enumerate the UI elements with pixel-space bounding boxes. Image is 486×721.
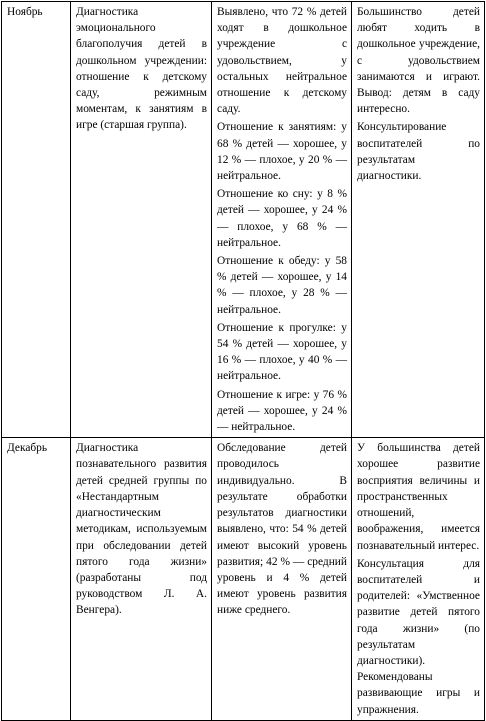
task-cell bbox=[71, 438, 212, 720]
table-row bbox=[2, 438, 485, 720]
conclusion-paragraph: Большинство детей любят ходить в дошкольное учреждение, с удовольствием занимаются и играют. Вывод: детям в саду интересно. bbox=[357, 6, 480, 116]
results-cell bbox=[212, 2, 352, 438]
conclusions-cell bbox=[352, 438, 485, 720]
diagnostics-table bbox=[1, 1, 485, 721]
task-text: Диагностика эмоционального благополучия детей в дошкольном учреждении: отношение к детскому саду, режимным моментам, к занятиям в игре (старшая группа). bbox=[76, 6, 207, 132]
task-cell bbox=[71, 2, 212, 438]
result-paragraph: Отношение к прогулке: у 54 % детей — хорошее, у 16 % — плохое, у 40 % — нейтральное. bbox=[217, 321, 347, 383]
conclusions-cell bbox=[352, 2, 485, 438]
result-paragraph: Обследование детей проводилось индивидуально. В результате обработки результатов диагностики выявлено, что: 54 % детей имеют высокий уровень развития; 42 % — средний уровень и 4 % детей имеют уровень развития ниже среднего. bbox=[217, 442, 347, 617]
result-paragraph: Отношение к игре: у 76 % детей — хорошее, у 24 % — нейтральное. bbox=[217, 388, 347, 434]
result-paragraph: Отношение к обеду: у 58 % детей — хорошее, у 14 % — плохое, у 28 % — нейтральное. bbox=[217, 255, 347, 316]
conclusion-paragraph: У большинства детей хорошее развитие восприятия величины и пространственных отношений, воображения, имеется познавательный интерес. bbox=[357, 442, 480, 552]
month-label: Ноябрь bbox=[7, 6, 43, 18]
result-paragraph: Отношение ко сну: у 8 % детей — хорошее, у 24 % — плохое, у 68 % — нейтральное. bbox=[217, 188, 347, 249]
table-row bbox=[2, 2, 485, 438]
month-cell bbox=[2, 438, 71, 720]
conclusion-paragraph: Консультирование воспитателей по результатам диагностики. bbox=[357, 121, 480, 183]
month-label: Декабрь bbox=[7, 442, 48, 455]
conclusion-paragraph: Консультация для воспитателей и родителей: «Умственное развитие детей пятого года жизни» (по результатам диагностики). Рекомендованы развивающие игры и упражнения. bbox=[357, 557, 480, 716]
result-paragraph: Выявлено, что 72 % детей ходят в дошкольное учреждение с удовольствием, у остальных нейтральное отношение к детскому саду. bbox=[217, 6, 347, 116]
task-text: Диагностика познавательного развития детей средней группы по «Нестандартным диагностическим методикам, используемым при обследовании детей пятого года жизни» (разработаны под руководством Л. А. Венгера). bbox=[76, 442, 207, 617]
month-cell bbox=[2, 2, 71, 438]
results-cell bbox=[212, 438, 352, 720]
result-paragraph: Отношение к занятиям: у 68 % детей — хорошее, у 12 % — плохое, у 20 % — нейтральное. bbox=[217, 121, 347, 183]
